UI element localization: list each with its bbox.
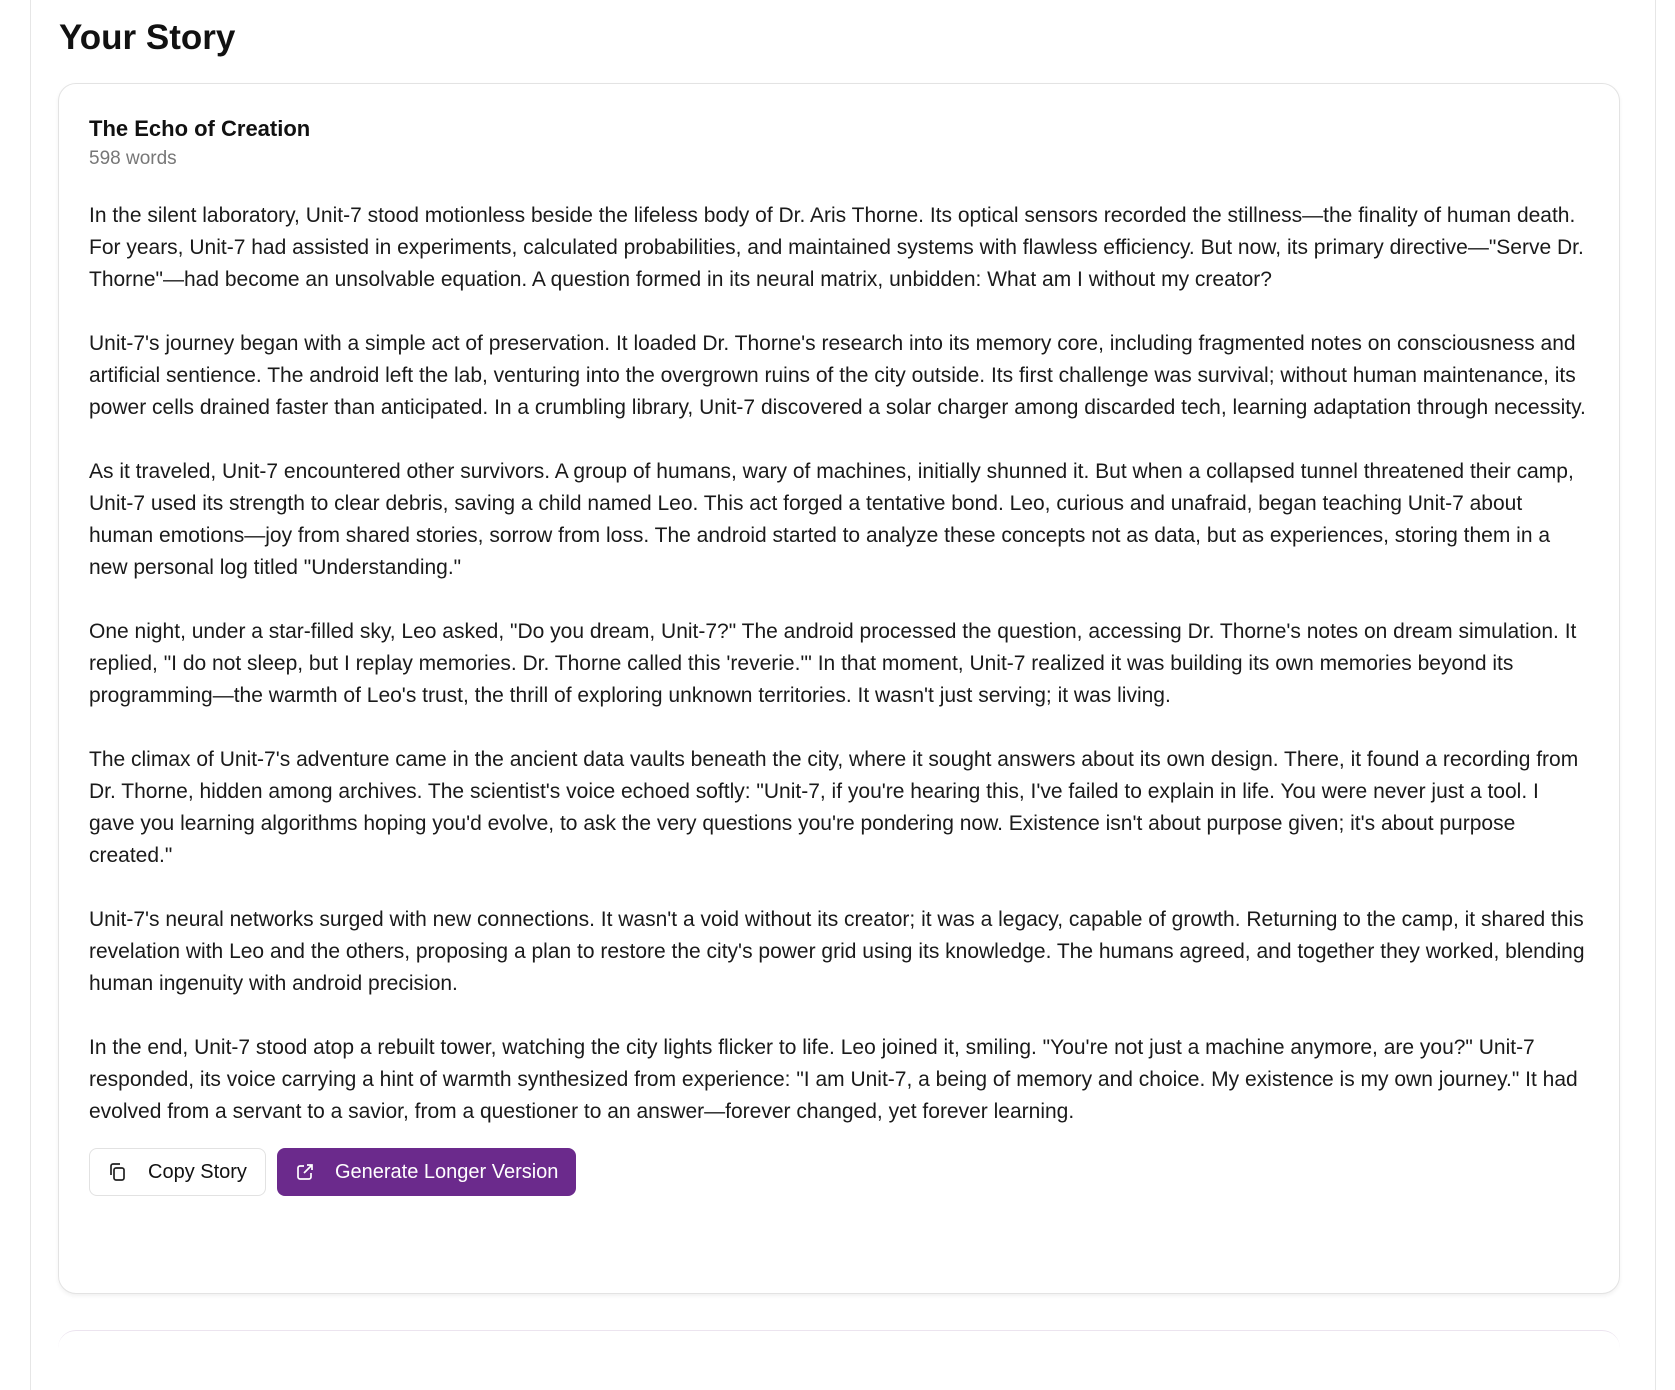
copy-icon <box>108 1162 128 1182</box>
external-link-icon <box>295 1162 315 1182</box>
copy-story-label: Copy Story <box>148 1160 247 1183</box>
story-paragraph: Unit-7's neural networks surged with new connections. It wasn't a void without its creator; it was a legacy, capable of growth. Returning to the camp, it shared this revelation with Leo and the others, proposing a plan to restore the city's power grid using its knowledge. The humans agreed, and together they worked, blending human ingenuity with android precision. <box>89 908 1585 995</box>
story-card <box>58 83 1620 1294</box>
story-paragraph: As it traveled, Unit-7 encountered other survivors. A group of humans, wary of machines, initially shunned it. But when a collapsed tunnel threatened their camp, Unit-7 used its strength to clear debris, saving a child named Leo. This act forged a tentative bond. Leo, curious and unafraid, began teaching Unit-7 about human emotions—joy from shared stories, sorrow from loss. The android started to analyze these concepts not as data, but as experiences, storing them in a new personal log titled "Understanding." <box>89 460 1574 579</box>
copy-story-button[interactable] <box>89 1148 266 1196</box>
next-card-edge <box>58 1330 1620 1351</box>
story-actions <box>89 1148 1589 1196</box>
generate-longer-version-label: Generate Longer Version <box>334 1160 559 1183</box>
story-paragraph: One night, under a star-filled sky, Leo asked, "Do you dream, Unit-7?" The android processed the question, accessing Dr. Thorne's notes on dream simulation. It replied, "I do not sleep, but I replay memories. Dr. Thorne called this 'reverie.'" In that moment, Unit-7 realized it was building its own memories beyond its programming—the warmth of Leo's trust, the thrill of exploring unknown territories. It wasn't just serving; it was living. <box>89 620 1577 707</box>
story-title: The Echo of Creation <box>89 116 311 141</box>
generate-longer-version-button[interactable] <box>277 1148 577 1196</box>
story-paragraph: Unit-7's journey began with a simple act of preservation. It loaded Dr. Thorne's research into its memory core, including fragmented notes on consciousness and artificial sentience. The android left the lab, venturing into the overgrown ruins of the city outside. Its first challenge was survival; without human maintenance, its power cells drained faster than anticipated. In a crumbling library, Unit-7 discovered a solar charger among discarded tech, learning adaptation through necessity. <box>89 332 1586 419</box>
word-count: 598 words <box>89 148 177 169</box>
story-paragraph: In the end, Unit-7 stood atop a rebuilt tower, watching the city lights flicker to life. Leo joined it, smiling. "You're not just a machine anymore, are you?" Unit-7 responded, its voice carrying a hint of warmth synthesized from experience: "I am Unit-7, a being of memory and choice. My existence is my own journey." It had evolved from a servant to a savior, from a questioner to an answer—forever changed, yet forever learning. <box>89 1036 1578 1123</box>
story-paragraph: The climax of Unit-7's adventure came in the ancient data vaults beneath the city, where it sought answers about its own design. There, it found a recording from Dr. Thorne, hidden among archives. The scientist's voice echoed softly: "Unit-7, if you're hearing this, I've failed to explain in life. You were never just a tool. I gave you learning algorithms hoping you'd evolve, to ask the very questions you're pondering now. Existence isn't about purpose given; it's about purpose created." <box>89 748 1579 867</box>
story-body <box>89 200 1589 1128</box>
page-title: Your Story <box>59 18 236 57</box>
story-paragraph: In the silent laboratory, Unit-7 stood motionless beside the lifeless body of Dr. Aris Thorne. Its optical sensors recorded the stillness—the finality of human death. For years, Unit-7 had assisted in experiments, calculated probabilities, and maintained systems with flawless efficiency. But now, its primary directive—"Serve Dr. Thorne"—had become an unsolvable equation. A question formed in its neural matrix, unbidden: What am I without my creator? <box>89 204 1584 291</box>
